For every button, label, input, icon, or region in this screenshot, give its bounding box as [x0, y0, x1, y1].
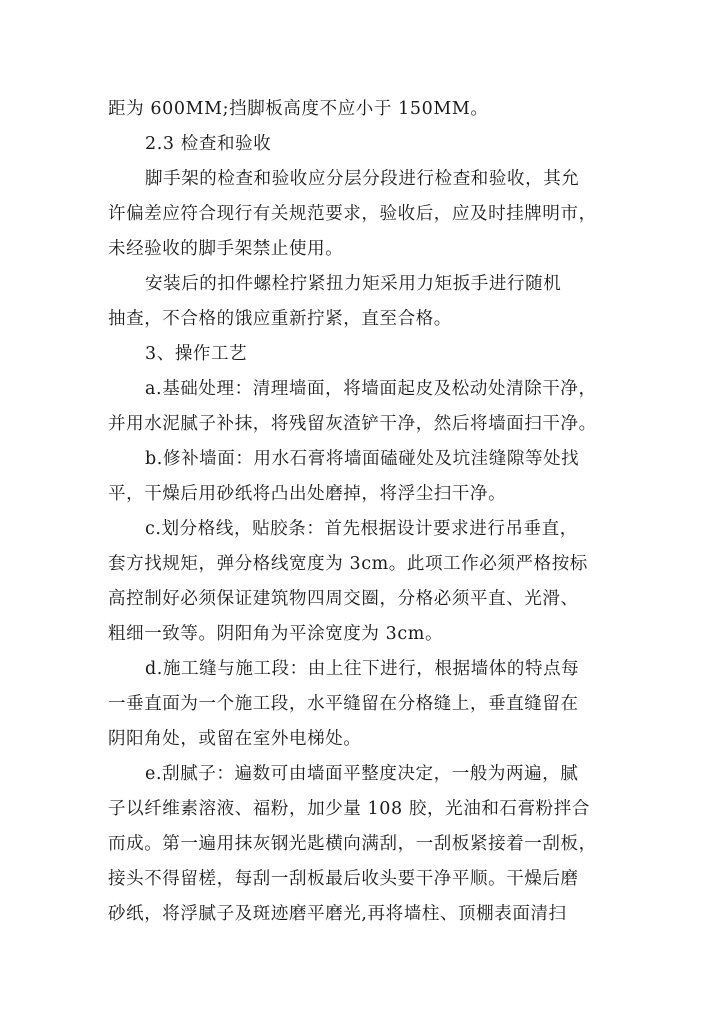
text-line: 2.3 检查和验收	[145, 134, 272, 154]
text-line: 抽查，不合格的饿应重新拧紧，直至合格。	[108, 309, 452, 329]
text-line: 砂纸，将浮腻子及斑迹磨平磨光,再将墙柱、顶棚表面清扫	[108, 904, 567, 924]
text-line: a.基础处理：清理墙面，将墙面起皮及松动处清除干净，	[145, 379, 597, 399]
text-line: 阴阳角处，或留在室外电梯处。	[108, 729, 362, 749]
text-line: d.施工缝与施工段：由上往下进行，根据墙体的特点每	[145, 659, 580, 679]
text-line: 3、操作工艺	[145, 344, 248, 364]
text-line: 许偏差应符合现行有关规范要求，验收后，应及时挂牌明市，	[108, 204, 597, 224]
text-line: c.划分格线，贴胶条：首先根据设计要求进行吊垂直，	[145, 519, 578, 539]
text-line: 距为 600MM;挡脚板高度不应小于 150MM。	[108, 99, 489, 119]
text-line: 接头不得留槎，每刮一刮板最后收头要干净平顺。干燥后磨	[108, 869, 579, 889]
text-line: 高控制好必须保证建筑物四周交圈，分格必须平直、光滑、	[108, 589, 579, 609]
text-line: 套方找规矩，弹分格线宽度为 3cm。此项工作必须严格按标	[108, 554, 588, 574]
text-line: e.刮腻子：遍数可由墙面平整度决定，一般为两遍，腻	[145, 764, 579, 784]
text-line: 而成。第一遍用抹灰钢光匙横向满刮，一刮板紧接着一刮板，	[108, 834, 597, 854]
text-line: 一垂直面为一个施工段，水平缝留在分格缝上，垂直缝留在	[108, 694, 579, 714]
text-line: 子以纤维素溶液、福粉，加少量 108 胶，光油和石膏粉拌合	[108, 799, 590, 819]
text-line: 并用水泥腻子补抹，将残留灰渣铲干净，然后将墙面扫干净。	[108, 414, 597, 434]
text-line: 平，干燥后用砂纸将凸出处磨掉，将浮尘扫干净。	[108, 484, 507, 504]
text-line: 粗细一致等。阴阳角为平涂宽度为 3cm。	[108, 624, 444, 644]
text-line: b.修补墙面：用水石膏将墙面磕碰处及坑洼缝隙等处找	[145, 449, 580, 469]
text-line: 未经验收的脚手架禁止使用。	[108, 239, 344, 259]
text-line: 脚手架的检查和验收应分层分段进行检查和验收，其允	[145, 169, 580, 189]
document-body	[108, 92, 618, 932]
text-line: 安装后的扣件螺栓拧紧扭力矩采用力矩扳手进行随机	[145, 274, 562, 294]
